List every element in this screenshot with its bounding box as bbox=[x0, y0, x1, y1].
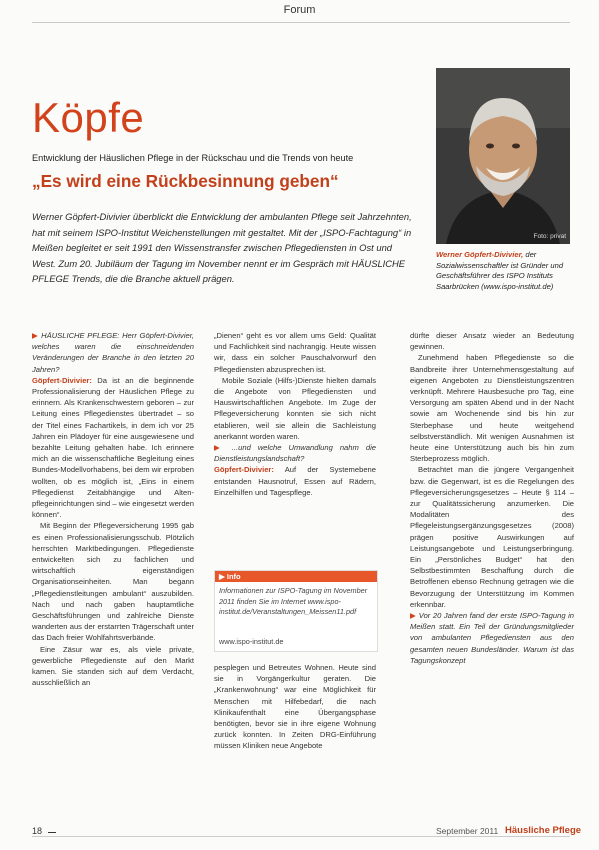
body-paragraph: Betrachtet man die jüngere Vergangenheit bzw. die Gegenwart, ist es die Regelungen des Pflegeversicherungsgesetzes – Heute § 114 – zur Qualitätssicherung anzumerken. Die Modalitäten des Pflegeleistungsergänzungsgesetzes (2008) prägen positive Auswirkungen auf Leistungsangebote und Leistungserbringung. Ein „Persönliches Budget“ hat den Selbstbestimmten Beschaffung durch die Betroffenen ebenso Rechnung getragen wie die Bevorzugung der Unterstützung im Kommen erkennbar. bbox=[410, 465, 574, 609]
photo-caption bbox=[436, 250, 574, 292]
article-intro: Werner Göpfert-Divivier überblickt die Entwicklung der ambulanten Pflege seit Jahrzehnten, hat mit seinem ISPO-Institut Weichenstellungen mit gestaltet. Mit der „ISPO-Fachtagung“ in Meißen begleitet er seit 1991 den Wissenstransfer zwischen Pflegediensten in Ost und West. Zum 20. Jubiläum der Tagung im November nennt er im Gespräch mit HÄUSLICHE PFLEGE Trends, die die Branche aktuell prägen. bbox=[32, 211, 412, 284]
text-column-2-continued bbox=[214, 662, 376, 752]
text-column-2 bbox=[214, 330, 376, 498]
triangle-bullet-icon: ▶ bbox=[32, 331, 39, 340]
info-box-header: ▶ Info bbox=[215, 571, 377, 582]
interview-question: ▶ Vor 20 Jahren fand der erste ISPO-Tagung in Meißen statt. Ein Teil der Gründungsmitglieder von ambulanten Pflegediensten aus den gesamten neuen Bundesländer. Warum ist das Tagungskonzept bbox=[410, 611, 574, 665]
triangle-bullet-icon: ▶ bbox=[219, 572, 227, 581]
interview-question: ▶ HÄUSLICHE PFLEGE: Herr Göpfert-Divivier, welches waren die einschneidenden Veränderungen der Branche in den letzten 20 Jahren? bbox=[32, 331, 194, 374]
triangle-bullet-icon: ▶ bbox=[214, 443, 225, 453]
portrait-photo bbox=[436, 68, 570, 244]
page-number: 18 bbox=[32, 826, 43, 836]
interview-answer: Göpfert-Divivier: Da ist an die beginnende Professionalisierung der Häuslichen Pflege zu erinnern. Als Krankenschwestern geboren – zur Leitung eines Pflegedienstes übertradet – so der Titel eines Fachartikels, in dem ich vor 25 Jahren ein Plädoyer für eine ausgewiesene und bezahlte Leitung gehalten habe. Ich erinnere mich an die wissenschaftliche Begleitung eines Bundes-Modellvorhabens, bei dem wir erproben wollten, ob es möglich ist, „Eins in einem Pflegedienst Zeitabhängige und Alten-pflegeinrichtungen sind – wie eingesetzt werden können“. bbox=[32, 375, 194, 520]
info-box bbox=[214, 570, 378, 652]
interview-answer: Göpfert-Divivier: Auf der Systemebene entstanden Hausnotruf, Essen auf Rädern, Einzelhilfen und Tagespflege. bbox=[214, 465, 376, 497]
section-label: Forum bbox=[283, 4, 316, 16]
article-headline: „Es wird eine Rückbesinnung geben“ bbox=[32, 171, 339, 191]
caption-name: Werner Göpfert-Divivier, bbox=[436, 250, 524, 259]
info-box-link[interactable]: www.ispo-institut.de bbox=[219, 637, 284, 646]
speaker-name: Göpfert-Divivier: bbox=[214, 465, 274, 475]
body-paragraph: pesplegen und Betreutes Wohnen. Heute sind sie in Vorgängerkultur geraten. Die „Krankenwohnung“ war eine Möglichkeit für Menschen mit Hilfebedarf, die nach Klinikaufenthalt eine Übergangsphase benötigten, bevor sie in ihre eigene Wohnung zurück konnten. In Zeiten DRG-Einführung müssen Kliniken neue Angebote bbox=[214, 663, 376, 751]
page-title: Köpfe bbox=[32, 94, 145, 141]
portrait-illustration bbox=[436, 68, 570, 244]
interview-question: ▶ ...und welche Umwandlung nahm die Dienstleistungslandschaft? bbox=[214, 443, 376, 464]
footer-rule bbox=[32, 836, 570, 837]
issue-date: September 2011 bbox=[436, 826, 499, 836]
body-paragraph: Eine Zäsur war es, als viele private, gewerbliche Pflegedienste auf den Markt kamen. Sie standen sich auf dem Verdacht, ausschließlich an bbox=[32, 644, 194, 688]
body-paragraph: „Dienen“ geht es vor allem ums Geld: Qualität und Fachlichkeit sind nachrangig. Heute wissen wir, dass ein solcher Pauschalvorwurf den Pflegediensten abzusprechen ist. bbox=[214, 331, 376, 374]
body-paragraph: dürfte dieser Ansatz wieder an Bedeutung gewinnen. bbox=[410, 331, 574, 352]
caption-text: der Sozialwissenschaftler ist Gründer und Geschäftsführer des ISPO Instituts Saarbrücken (www.ispo-institut.de) bbox=[436, 250, 564, 291]
triangle-bullet-icon: ▶ bbox=[410, 611, 417, 621]
body-paragraph: Mit Beginn der Pflegeversicherung 1995 gab es einen Professionalisierungsschub. Plötzlich herrschten Marktbedingungen. Pflegedienste entwickelten sich zu fachlichen und wirtschaftlich eigenständigen Organisationseinheiten. Man begann „Pflegedienstleitungen ambulant“ auszubilden. Nach und nach gaben hauptamtliche Geschäftsführungen und zahlreiche Dienste wanderten aus der erstarrten Trägerschaft unter das Dach freier Wohlfahrtsverbände. bbox=[32, 521, 194, 643]
speaker-name: Göpfert-Divivier: bbox=[32, 375, 92, 385]
text-column-1 bbox=[32, 330, 194, 689]
photo-credit: Foto: privat bbox=[533, 233, 566, 240]
magazine-name: Häusliche Pflege bbox=[505, 825, 582, 836]
info-box-text: Informationen zur ISPO-Tagung im November 2011 finden Sie im Internet www.ispo-institut.de/Veranstaltungen_Meissen11.pdf bbox=[219, 586, 368, 616]
text-column-3 bbox=[410, 330, 574, 666]
article-subtitle: Entwicklung der Häuslichen Pflege in der Rückschau und die Trends von heute bbox=[32, 153, 354, 163]
page-number-underline bbox=[48, 832, 56, 833]
body-paragraph: Zunehmend haben Pflegedienste so die Bandbreite ihrer Unternehmensgestaltung auf eigenen Angeboten zu Dienstleistungszentren verknüpft. Mehrere Hausbesuche pro Tag, eine Versorgung am späten Abend und in der Nacht sowie am Wochenende sind bis hin zur Sterbephase und heute weitgehend selbstverständlich. Mit wenigen Ausnahmen ist heute eine Unterstützung auch bis hin zum Sterbeprozess möglich. bbox=[410, 353, 574, 464]
body-paragraph: Mobile Soziale (Hilfs-)Dienste hielten damals die Angebote von Pflegediensten und Hauswirtschaftlichen Angebote. Im Zuge der Pflegeversicherung konnten sie sich nicht etablieren, weil sie allein die Sachleistung anerkannt worden waren. bbox=[214, 375, 376, 441]
